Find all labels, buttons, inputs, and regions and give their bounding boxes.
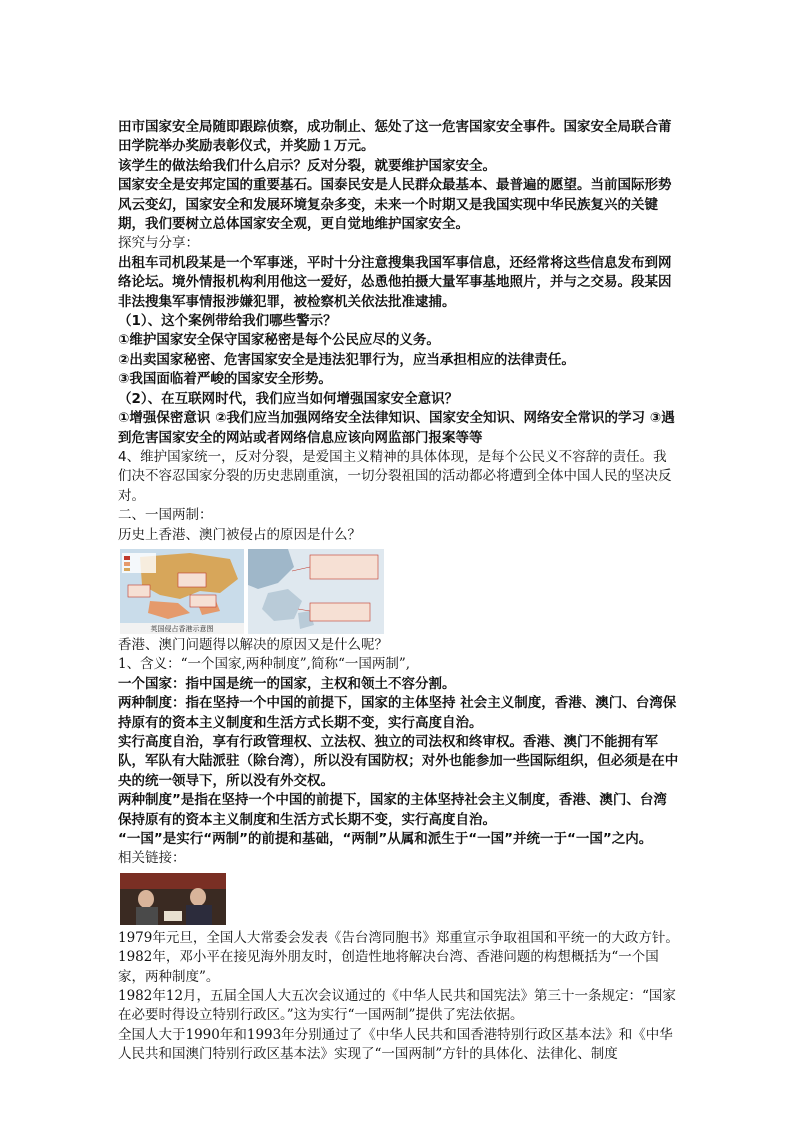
- timeline-1982: 1982年，邓小平在接见海外朋友时，创造性地将解决台湾、香港问题的构想概括为“一个国家，两种制度”。: [118, 949, 659, 985]
- section-explore-share: 探究与分享：: [118, 235, 199, 252]
- document-body: [118, 118, 680, 1065]
- paragraph-inspiration: 该学生的做法给我们什么启示？反对分裂，就要维护国家安全。: [118, 157, 496, 174]
- definition-one-country: 一个国家：指中国是统一的国家，主权和领土不容分割。: [118, 675, 456, 692]
- question-history: 历史上香港、澳门被侵占的原因是什么？: [118, 526, 361, 543]
- answer-2: ①增强保密意识 ②我们应当加强网络安全法律知识、国家安全知识、网络安全常识的学习 ③遇到危害国家安全的网站或者网络信息应该向网监部门报案等等: [118, 410, 675, 446]
- answer-1-2: ②出卖国家秘密、危害国家安全是违法犯罪行为，应当承担相应的法律责任。: [118, 351, 575, 368]
- answer-1-3: ③我国面临着严峻的国家安全形势。: [118, 371, 332, 388]
- paragraph-national-security: 国家安全是安邦定国的重要基石。国泰民安是人民群众最基本、最普遍的愿望。当前国际形势风云变幻，国家安全和发展环境复杂多变，未来一个时期又是我国实现中华民族复兴的关键期，我们要树立总体国家安全观，更自觉地维护国家安全。: [118, 177, 672, 233]
- paragraph-unity: 4、维护国家统一，反对分裂，是爱国主义精神的具体体现，是每个公民义不容辞的责任。我们决不容忍国家分裂的历史悲剧重演，一切分裂祖国的活动都必将遭到全体中国人民的坚决反对。: [118, 448, 672, 504]
- timeline-basic-laws: 全国人大于1990年和1993年分别通过了《中华人民共和国香港特别行政区基本法》和《中华人民共和国澳门特别行政区基本法》实现了“一国两制”方针的具体化、法律化、制度: [118, 1026, 673, 1063]
- macau-map-graphic: [248, 549, 384, 634]
- hong-kong-map-caption: 英国侵占香港示意图: [150, 624, 214, 633]
- historical-photo-graphic: [120, 873, 226, 925]
- hong-kong-map-graphic: [120, 549, 244, 634]
- section-one-country-two-systems: 二、一国两制：: [118, 507, 213, 524]
- historical-photo: [120, 873, 226, 925]
- section-related-links: 相关链接：: [118, 850, 186, 867]
- hong-kong-map-image: [120, 549, 244, 634]
- paragraph-one-country-basis: “一国”是实行“两制”的前提和基础，“两制”从属和派生于“一国”并统一于“一国”之内。: [118, 831, 653, 847]
- paragraph-taxi-driver-case: 出租车司机段某是一个军事迷，平时十分注意搜集我国军事信息，还经常将这些信息发布到网络论坛。境外情报机构利用他这一爱好，怂恿他拍摄大量军事基地照片，并与之交易。段某因非法搜集军事情报涉嫌犯罪，被检察机关依法批准逮捕。: [118, 254, 672, 310]
- timeline-1979: 1979年元旦，全国人大常委会发表《告台湾同胞书》郑重宣示争取祖国和平统一的大政方针。: [118, 929, 679, 946]
- paragraph-security-event: 田市国家安全局随即跟踪侦察，成功制止、惩处了这一危害国家安全事件。国家安全局联合莆田学院举办奖励表彰仪式，并奖励１万元。: [118, 119, 672, 155]
- macau-map-image: [248, 549, 384, 634]
- answer-1-1: ①维护国家安全保守国家秘密是每个公民应尽的义务。: [118, 332, 440, 349]
- question-2: （2）、在互联网时代，我们应当如何增强国家安全意识？: [118, 390, 459, 407]
- paragraph-high-autonomy: 实行高度自治，享有行政管理权、立法权、独立的司法权和终审权。香港、澳门不能拥有军队，军队有大陆派驻（除台湾），所以没有国防权；对外也能参加一些国际组织，但必须是在中央的统一领导下，所以没有外交权。: [118, 733, 679, 789]
- definition-meaning: 1、含义：“一个国家,两种制度”,简称“一国两制”,: [118, 656, 411, 673]
- paragraph-two-systems-repeat: 两种制度”是指在坚持一个中国的前提下，国家的主体坚持社会主义制度，香港、澳门、台湾保持原有的资本主义制度和生活方式长期不变，实行高度自治。: [118, 792, 667, 828]
- timeline-1982-december: 1982年12月，五届全国人大五次会议通过的《中华人民共和国宪法》第三十一条规定：“国家在必要时得设立特别行政区。”这为实行“一国两制”提供了宪法依据。: [118, 988, 676, 1024]
- definition-two-systems: 两种制度：指在坚持一个中国的前提下，国家的主体坚持 社会主义制度，香港、澳门、台湾保持原有的资本主义制度和生活方式长期不变，实行高度自治。: [118, 695, 677, 731]
- question-resolution: 香港、澳门问题得以解决的原因又是什么呢？: [118, 636, 388, 653]
- question-1: （1）、这个案例带给我们哪些警示？: [118, 313, 337, 330]
- map-figures: [120, 549, 680, 634]
